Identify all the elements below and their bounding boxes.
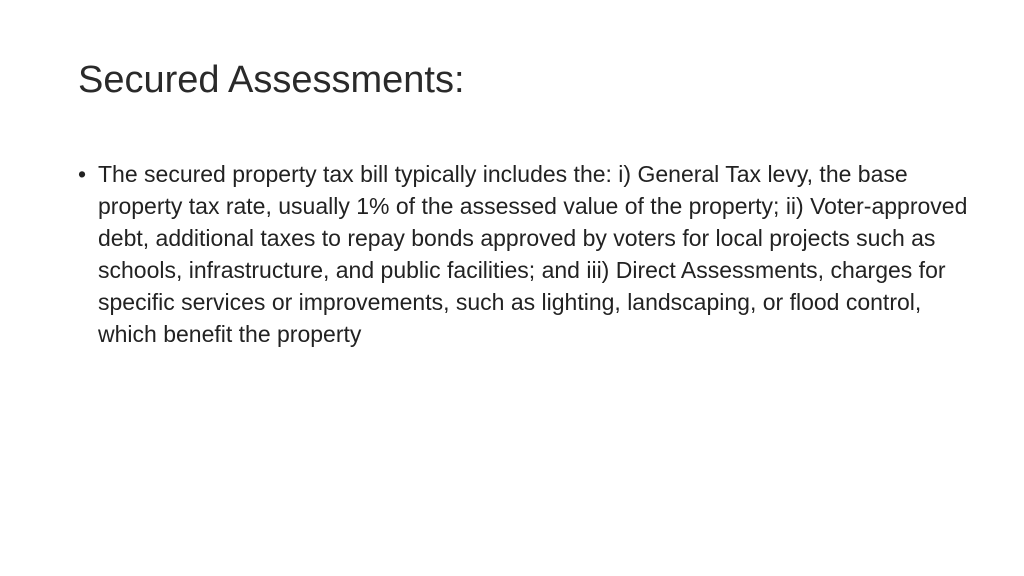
bullet-text: The secured property tax bill typically includes the: i) General Tax levy, the base property tax rate, usually 1% of the assessed value of the property; ii) Voter-approved debt, additional taxes to repay bonds approved by voters for local projects such as schools, infrastructure, and public facilities; and iii) Direct Assessments, charges for specific services or improvements, such as lighting, landscaping, or flood control, which benefit the property <box>98 161 968 347</box>
bullet-marker: • <box>78 161 87 187</box>
bullet-item <box>78 158 968 350</box>
bullet-list <box>78 158 968 350</box>
slide-title: Secured Assessments: <box>78 59 465 101</box>
